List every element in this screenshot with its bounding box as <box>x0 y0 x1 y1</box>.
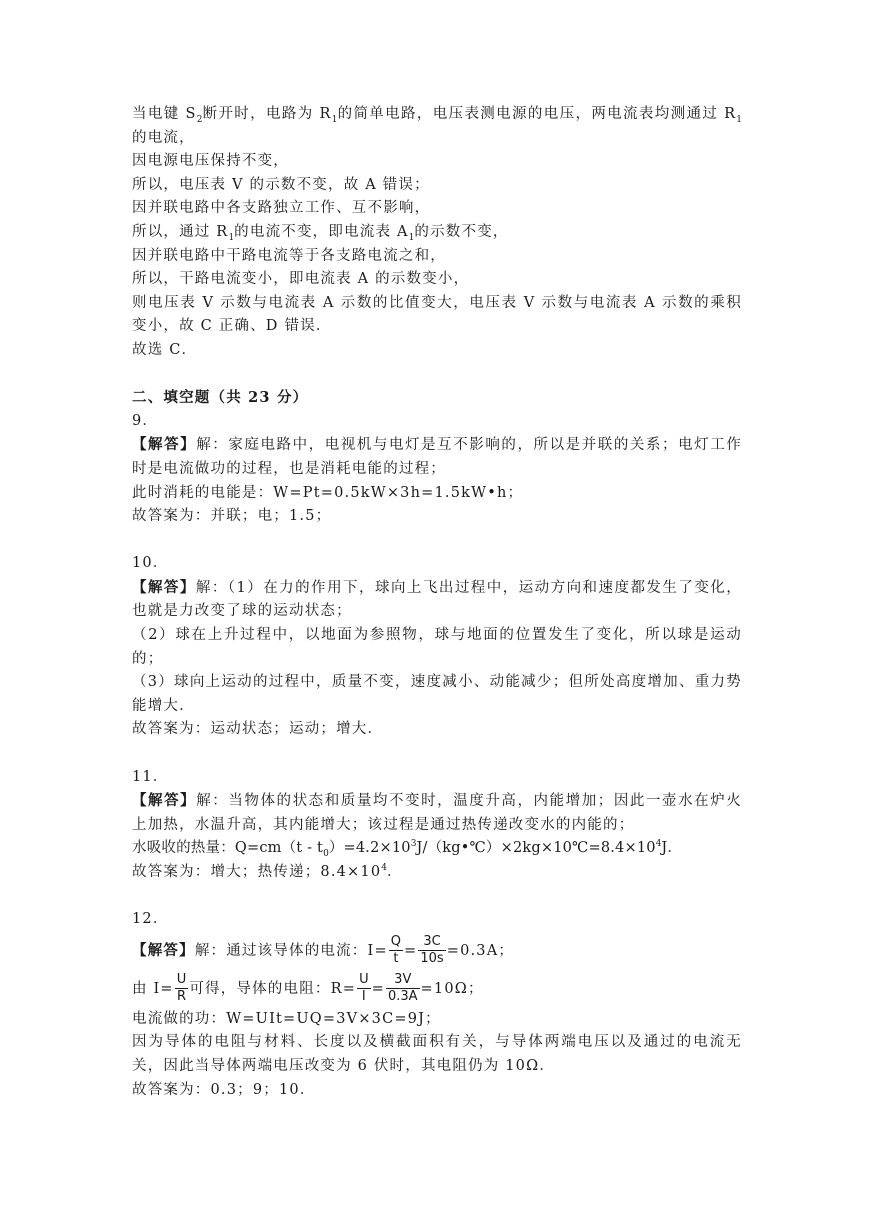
q11-answer: 故答案为：增大；热传递；$8.4\times 10^4$． <box>132 863 403 880</box>
line-trunk-current: 因并联电路中干路电流等于各支路电流之和， <box>132 247 446 264</box>
q9-answer: 故答案为：并联；电；1.5； <box>132 508 332 525</box>
q12-current: 【解答】解：通过该导体的电流：I= $\frac{Q}{t}$ = $\frac{3C}{10s}$ =0.3A； <box>132 934 515 967</box>
solution-tag: 【解答】 <box>132 941 195 959</box>
paragraph-s2-open: 当电键 $S_2$断开时，电路为 $R_1$的简单电路，电压表测电源的电压，两电流表均测通过 $R_1$的电流， <box>132 106 743 146</box>
line-choice: 故选 C． <box>132 341 198 358</box>
solution-tag: 【解答】 <box>132 792 197 810</box>
section-heading: 二、填空题（共 23 分） <box>132 389 309 407</box>
q10-answer: 故答案为：运动状态；运动；增大． <box>132 721 384 738</box>
line-r1-current: 所以，通过 $R_1$的电流不变，即电流表 $A_1$的示数不变， <box>132 223 509 243</box>
line-voltage-constant: 因电源电压保持不变， <box>132 153 289 170</box>
q9-energy: 此时消耗的电能是：W=Pt=0.5kW×3h=1.5kW•h； <box>132 484 524 501</box>
line-option-a: 所以，电压表 V 的示数不变，故 A 错误； <box>132 176 430 193</box>
q12-work: 电流做的功：W=UIt=UQ=3V×3C=9J； <box>132 1010 441 1027</box>
solution-tag: 【解答】 <box>132 436 197 454</box>
question-number-9: 9． <box>132 412 159 429</box>
solution-tag: 【解答】 <box>132 578 196 596</box>
line-parallel-independent: 因并联电路中各支路独立工作、互不影响， <box>132 200 431 217</box>
question-number-11: 11． <box>132 768 169 785</box>
q10-solution-3: （3）球向上运动的过程中，质量不变，速度减小、动能减少；但所处高度增加、重力势能增大． <box>132 674 742 714</box>
answer-column <box>132 103 742 1102</box>
question-number-10: 10． <box>132 555 169 572</box>
fraction-q-over-t: $\frac{Q}{t}$ <box>390 934 402 967</box>
q12-resistance: 由 I= $\frac{U}{R}$ 可得，导体的电阻：R= $\frac{U}{I}$ = $\frac{3V}{0.3A}$ =10Ω； <box>132 972 484 1005</box>
fraction-u-over-i: $\frac{U}{I}$ <box>359 972 369 1005</box>
fraction-u-over-r: $\frac{U}{R}$ <box>176 972 187 1005</box>
q10-solution-1: 【解答】解：（1）在力的作用下，球向上飞出过程中，运动方向和速度都发生了变化，也就是力改变了球的运动状态； <box>132 578 742 620</box>
q10-solution-2: （2）球在上升过程中，以地面为参照物，球与地面的位置发生了变化，所以球是运动的； <box>132 627 742 667</box>
q12-answer: 故答案为：0.3；9；10． <box>132 1081 316 1098</box>
fraction-3v-over-0.3a: $\frac{3V}{0.3A}$ <box>387 972 418 1005</box>
q11-heat: 水吸收的热量：$Q=cm(t - t_0)=4.2\times 10^3J/(kg•℃)\times 2kg\times 10℃=8.4\times 10^4J$． <box>132 839 683 860</box>
q12-explanation: 因为导体的电阻与材料、长度以及横截面积有关，与导体两端电压以及通过的电流无关，因此当导体两端电压改变为 6 伏时，其电阻仍为 10Ω． <box>132 1034 742 1074</box>
paragraph-ratio: 则电压表 V 示数与电流表 A 示数的比值变大，电压表 V 示数与电流表 A 示数的乘积变小，故 C 正确、D 错误． <box>132 294 742 335</box>
fraction-3c-over-10s: $\frac{3C}{10s}$ <box>420 934 444 967</box>
line-ammeter-a: 所以，干路电流变小，即电流表 A 的示数变小， <box>132 271 470 288</box>
q11-solution: 【解答】解：当物体的状态和质量均不变时，温度升高，内能增加；因此一壶水在炉火上加热，水温升高，其内能增大；该过程是通过热传递改变水的内能的； <box>132 792 742 833</box>
question-number-12: 12． <box>132 911 169 928</box>
q9-solution: 【解答】解：家庭电路中，电视机与电灯是互不影响的，所以是并联的关系；电灯工作时是电流做功的过程，也是消耗电能的过程； <box>132 436 742 477</box>
